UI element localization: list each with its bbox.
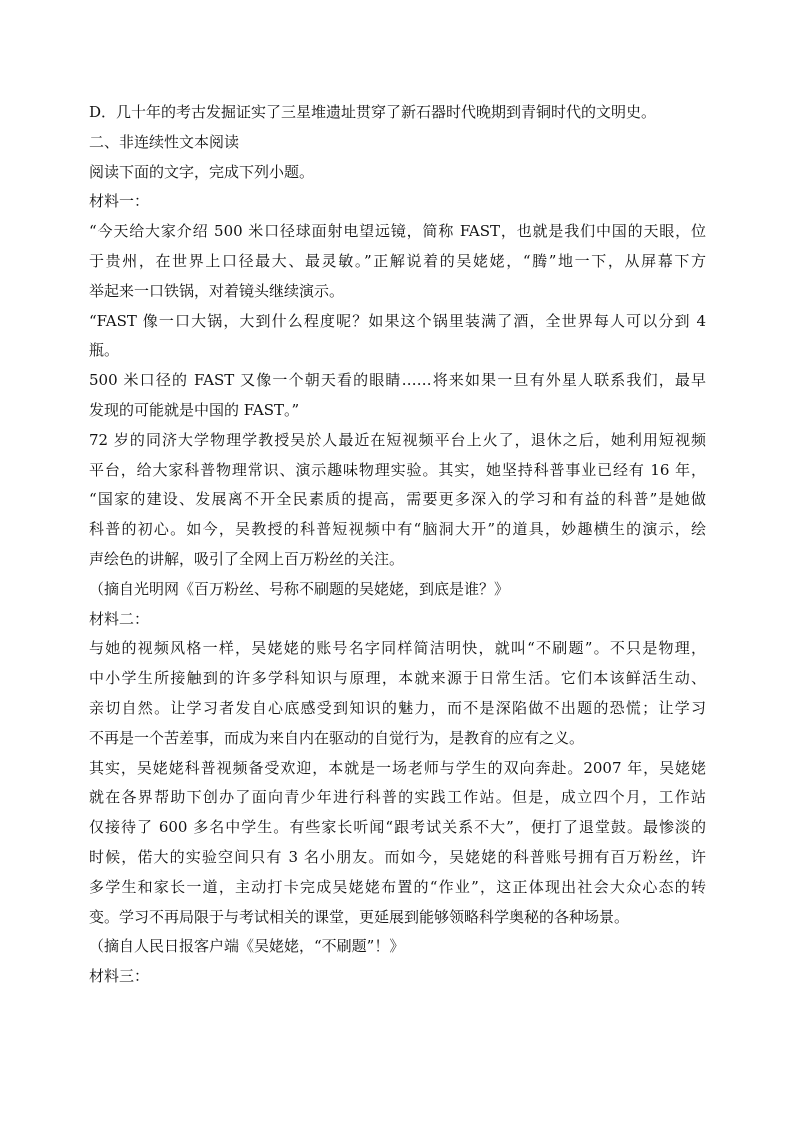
text-line: “FAST 像一口大锅，大到什么程度呢？如果这个锅里装满了酒，全世界每人可以分到 4 xyxy=(89,311,706,330)
text-line: 中小学生所接触到的许多学科知识与原理，本就来源于日常生活。它们本该鲜活生动、 xyxy=(89,669,706,688)
text-line: “国家的建设、发展离不开全民素质的提高，需要更多深入的学习和有益的科普”是她做 xyxy=(89,490,706,509)
text-line: 仅接待了 600 多名中学生。有些家长听闻“跟考试关系不大”，便打了退堂鼓。最惨淡的 xyxy=(89,818,706,837)
text-line: 声绘色的讲解，吸引了全网上百万粉丝的关注。 xyxy=(89,549,405,568)
text-line: 于贵州，在世界上口径最大、最灵敏。”正解说着的吴姥姥，“腾”地一下，从屏幕下方 xyxy=(89,251,706,270)
source-citation-two: （摘自人民日报客户端《吴姥姥，“不刷题”！》 xyxy=(89,937,405,956)
text-line: 举起来一口铁锅，对着镜头继续演示。 xyxy=(89,281,345,300)
text-line: 多学生和家长一道，主动打卡完成吴姥姥布置的“作业”，这正体现出社会大众心态的转 xyxy=(89,877,706,896)
text-line: 时候，偌大的实验空间只有 3 名小朋友。而如今，吴姥姥的科普账号拥有百万粉丝，许 xyxy=(89,847,706,866)
instruction-line: 阅读下面的文字，完成下列小题。 xyxy=(89,162,315,181)
material-two-heading: 材料二： xyxy=(89,609,150,628)
text-line: 72 岁的同济大学物理学教授吴於人最近在短视频平台上火了，退休之后，她利用短视频 xyxy=(89,430,706,449)
text-line: 瓶。 xyxy=(89,341,120,360)
text-line: 与她的视频风格一样，吴姥姥的账号名字同样简洁明快，就叫“不刷题”。不只是物理， xyxy=(89,639,706,658)
text-line: 500 米口径的 FAST 又像一个朝天看的眼睛……将来如果一旦有外星人联系我们，最早 xyxy=(89,371,706,390)
text-line: 平台，给大家科普物理常识、演示趣味物理实验。其实，她坚持科普事业已经有 16 年， xyxy=(89,460,706,479)
text-line: 变。学习不再局限于与考试相关的课堂，更延展到能够领略科学奥秘的各种场景。 xyxy=(89,907,630,926)
material-three-heading: 材料三： xyxy=(89,967,150,986)
text-line: 其实，吴姥姥科普视频备受欢迎，本就是一场老师与学生的双向奔赴。2007 年，吴姥姥 xyxy=(89,758,706,777)
section-heading: 二、非连续性文本阅读 xyxy=(89,132,240,151)
material-one-heading: 材料一： xyxy=(89,192,150,211)
source-citation-one: （摘自光明网《百万粉丝、号称不刷题的吴姥姥，到底是谁？》 xyxy=(89,579,510,598)
text-line: 亲切自然。让学习者发自心底感受到知识的魅力，而不是深陷做不出题的恐慌；让学习 xyxy=(89,698,706,717)
option-d-line: D．几十年的考古发掘证实了三星堆遗址贯穿了新石器时代晚期到青铜时代的文明史。 xyxy=(89,103,657,121)
text-line: “今天给大家介绍 500 米口径球面射电望远镜，简称 FAST，也就是我们中国的天眼，位 xyxy=(89,222,706,241)
text-line: 就在各界帮助下创办了面向青少年进行科普的实践工作站。但是，成立四个月，工作站 xyxy=(89,788,706,807)
text-line: 科普的初心。如今，吴教授的科普短视频中有“脑洞大开”的道具，妙趣横生的演示，绘 xyxy=(89,520,706,539)
text-line: 不再是一个苦差事，而成为来自内在驱动的自觉行为，是教育的应有之义。 xyxy=(89,728,585,747)
text-line: 发现的可能就是中国的 FAST。” xyxy=(89,400,300,419)
document-body xyxy=(89,98,706,992)
